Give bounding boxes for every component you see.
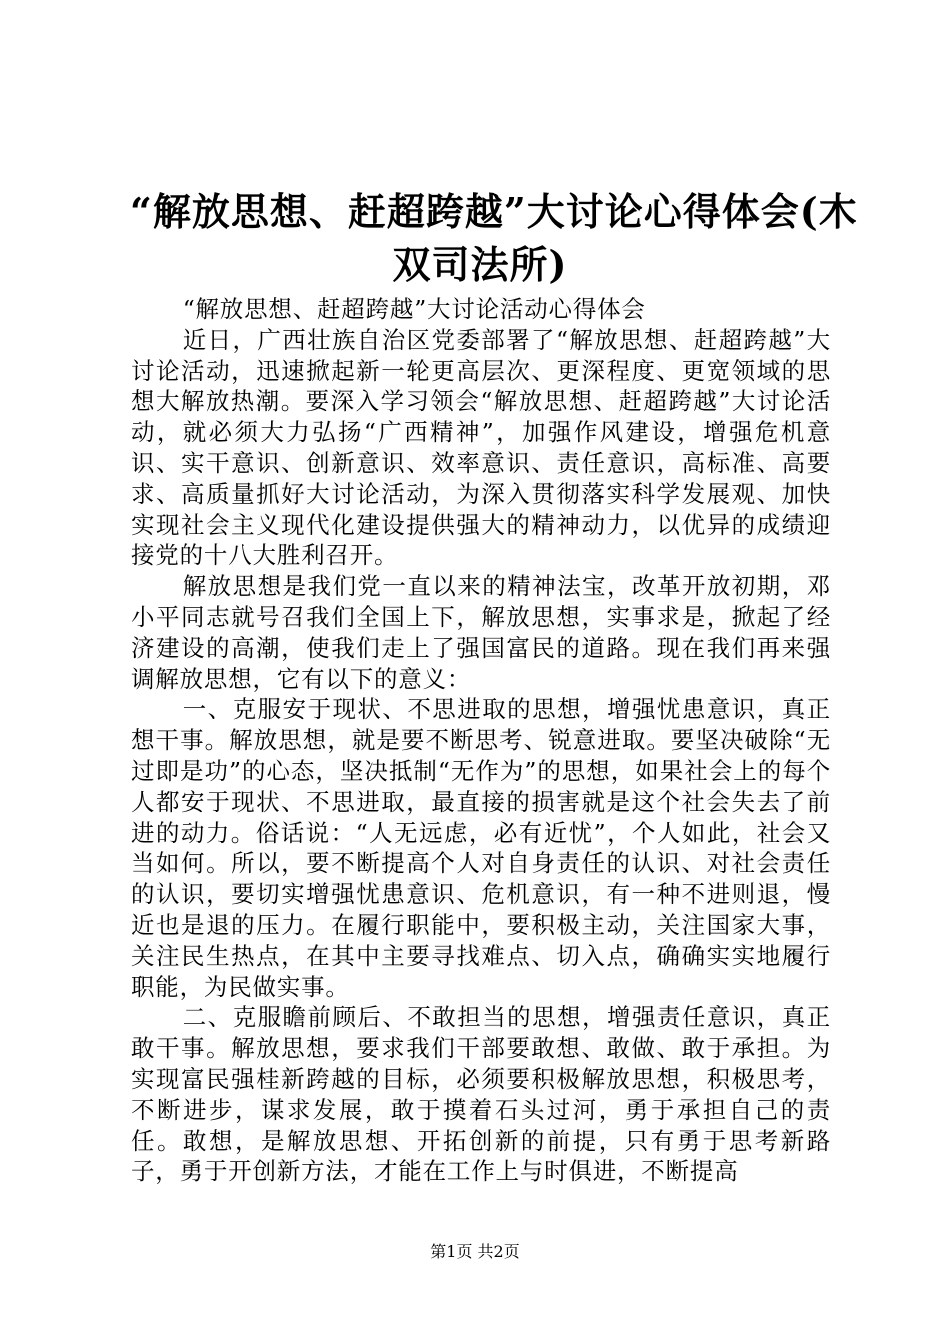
paragraph-1: 近日，广西壮族自治区党委部署了“解放思想、赶超跨越”大讨论活动，迅速掀起新一轮更高层次、更深程度、更宽领域的思想大解放热潮。要深入学习领会“解放思想、赶超跨越”大讨论活动，就必须大力弘扬“广西精神”，加强作风建设，增强危机意识、实干意识、创新意识、效率意识、责任意识，高标准、高要求、高质量抓好大讨论活动，为深入贯彻落实科学发展观、加快实现社会主义现代化建设提供强大的精神动力，以优异的成绩迎接党的十八大胜利召开。	[131, 325, 831, 570]
paragraph-4: 二、克服瞻前顾后、不敢担当的思想，增强责任意识，真正敢干事。解放思想，要求我们干部要敢想、敢做、敢于承担。为实现富民强桂新跨越的目标，必须要积极解放思想，积极思考，不断进步，谋求发展，敢于摸着石头过河，勇于承担自己的责任。敢想，是解放思想、开拓创新的前提，只有勇于思考新路子，勇于开创新方法，才能在工作上与时俱进，不断提高	[131, 1003, 831, 1186]
document-subtitle: “解放思想、赶超跨越”大讨论活动心得体会	[182, 295, 646, 323]
document-body	[131, 294, 831, 1187]
document-title-line-1: “解放思想、赶超跨越”大讨论心得体会(木	[130, 189, 858, 234]
paragraph-2: 解放思想是我们党一直以来的精神法宝，改革开放初期，邓小平同志就号召我们全国上下，解放思想，实事求是，掀起了经济建设的高潮，使我们走上了强国富民的道路。现在我们再来强调解放思想，它有以下的意义：	[131, 572, 831, 693]
document-title-line-2: 双司法所)	[392, 242, 568, 287]
paragraph-3: 一、克服安于现状、不思进取的思想，增强忧患意识，真正想干事。解放思想，就是要不断思考、锐意进取。要坚决破除“无过即是功”的心态，坚决抵制“无作为”的思想，如果社会上的每个人都安于现状、不思进取，最直接的损害就是这个社会失去了前进的动力。俗话说：“人无远虑，必有近忧”，个人如此，社会又当如何。所以，要不断提高个人对自身责任的认识、对社会责任的认识，要切实增强忧患意识、危机意识，有一种不进则退，慢近也是退的压力。在履行职能中，要积极主动，关注国家大事，关注民生热点，在其中主要寻找难点、切入点，确确实实地履行职能，为民做实事。	[131, 695, 831, 1001]
page-footer: 第1页 共2页	[430, 1242, 520, 1261]
